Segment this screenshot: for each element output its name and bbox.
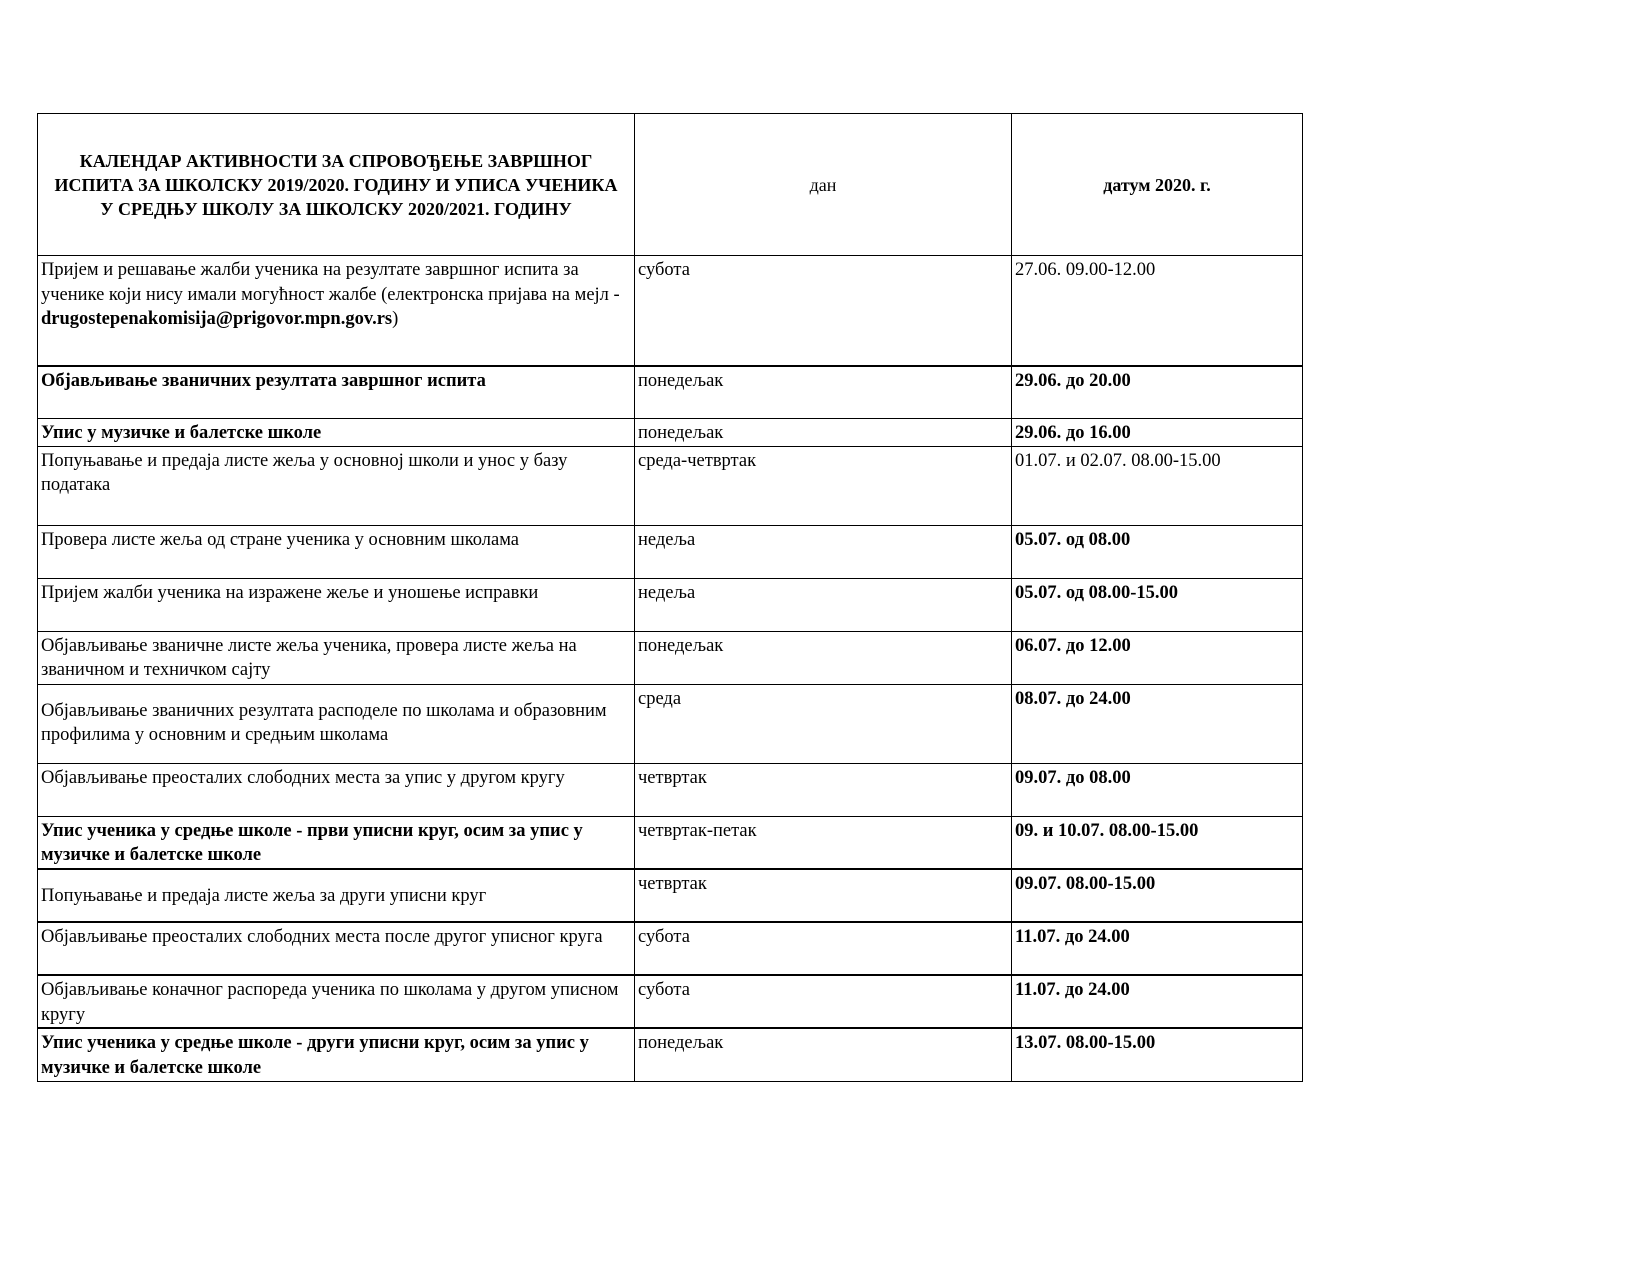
table-row	[38, 763, 1303, 816]
activity-cell: Објављивање преосталих слободних места за упис у другом кругу	[38, 763, 635, 816]
activity-cell: Упис ученика у средње школе - први уписни круг, осим за упис у музичке и балетске школе	[38, 816, 635, 869]
table-row	[38, 578, 1303, 631]
day-cell: недеља	[635, 525, 1012, 578]
day-cell: субота	[635, 922, 1012, 975]
date-cell: 05.07. од 08.00	[1012, 525, 1303, 578]
activity-cell: Попуњавање и предаја листе жеља за други уписни круг	[38, 869, 635, 922]
activity-cell: Пријем жалби ученика на изражене жеље и уношење исправки	[38, 578, 635, 631]
table-row	[38, 256, 1303, 366]
table-row	[38, 922, 1303, 975]
activity-text: Пријем и решавање жалби ученика на резултате завршног испита за ученике који нису имали могућност жалбе (електронска пријава на мејл -	[41, 260, 620, 305]
table-row	[38, 366, 1303, 419]
day-cell: среда	[635, 684, 1012, 763]
activity-cell: Објављивање преосталих слободних места после другог уписног круга	[38, 922, 635, 975]
activity-cell: Провера листе жеља од стране ученика у основним школама	[38, 525, 635, 578]
activity-cell: Упис ученика у средње школе - други уписни круг, осим за упис у музичке и балетске школе	[38, 1028, 635, 1081]
date-cell: 13.07. 08.00-15.00	[1012, 1028, 1303, 1081]
activity-cell: Објављивање званичних резултата завршног испита	[38, 366, 635, 419]
date-cell: 06.07. до 12.00	[1012, 631, 1303, 684]
activity-text-suffix: )	[392, 309, 399, 329]
table-row	[38, 869, 1303, 922]
table-row	[38, 446, 1303, 525]
day-cell: четвртак	[635, 763, 1012, 816]
day-cell: субота	[635, 975, 1012, 1028]
activity-cell: Објављивање званичне листе жеља ученика, провера листе жеља на званичном и техничком сајту	[38, 631, 635, 684]
day-cell: понедељак	[635, 419, 1012, 447]
date-cell: 05.07. од 08.00-15.00	[1012, 578, 1303, 631]
table-row	[38, 684, 1303, 763]
day-cell: четвртак-петак	[635, 816, 1012, 869]
date-cell: 11.07. до 24.00	[1012, 922, 1303, 975]
day-cell: недеља	[635, 578, 1012, 631]
table-header-row	[38, 114, 1303, 256]
date-cell: 11.07. до 24.00	[1012, 975, 1303, 1028]
appeal-email: drugostepenakomisija@prigovor.mpn.gov.rs	[41, 309, 393, 329]
day-cell: четвртак	[635, 869, 1012, 922]
day-cell: понедељак	[635, 1028, 1012, 1081]
activity-cell: Попуњавање и предаја листе жеља у основној школи и унос у базу података	[38, 446, 635, 525]
activity-cell: Објављивање коначног распореда ученика по школама у другом уписном кругу	[38, 975, 635, 1028]
activity-cell	[38, 256, 635, 366]
date-cell: 09.07. 08.00-15.00	[1012, 869, 1303, 922]
day-cell: понедељак	[635, 366, 1012, 419]
date-cell: 09. и 10.07. 08.00-15.00	[1012, 816, 1303, 869]
day-cell: среда-четвртак	[635, 446, 1012, 525]
date-cell: 09.07. до 08.00	[1012, 763, 1303, 816]
date-cell: 29.06. до 16.00	[1012, 419, 1303, 447]
date-cell: 29.06. до 20.00	[1012, 366, 1303, 419]
table-row	[38, 975, 1303, 1028]
day-cell: субота	[635, 256, 1012, 366]
header-day: дан	[635, 114, 1012, 256]
date-cell: 08.07. до 24.00	[1012, 684, 1303, 763]
header-date: датум 2020. г.	[1012, 114, 1303, 256]
table-row	[38, 525, 1303, 578]
table-row	[38, 631, 1303, 684]
table-row	[38, 1028, 1303, 1081]
day-cell: понедељак	[635, 631, 1012, 684]
table-row	[38, 816, 1303, 869]
header-activity: КАЛЕНДАР АКТИВНОСТИ ЗА СПРОВОЂЕЊЕ ЗАВРШНОГ ИСПИТА ЗА ШКОЛСКУ 2019/2020. ГОДИНУ И УПИСА УЧЕНИКА У СРЕДЊУ ШКОЛУ ЗА ШКОЛСКУ 2020/2021. ГОДИНУ	[38, 114, 635, 256]
date-cell: 27.06. 09.00-12.00	[1012, 256, 1303, 366]
date-cell: 01.07. и 02.07. 08.00-15.00	[1012, 446, 1303, 525]
activity-calendar-table	[37, 113, 1303, 1082]
activity-cell: Објављивање званичних резултата расподеле по школама и образовним профилима у основним и средњим школама	[38, 684, 635, 763]
table-row	[38, 419, 1303, 447]
activity-cell: Упис у музичке и балетске школе	[38, 419, 635, 447]
